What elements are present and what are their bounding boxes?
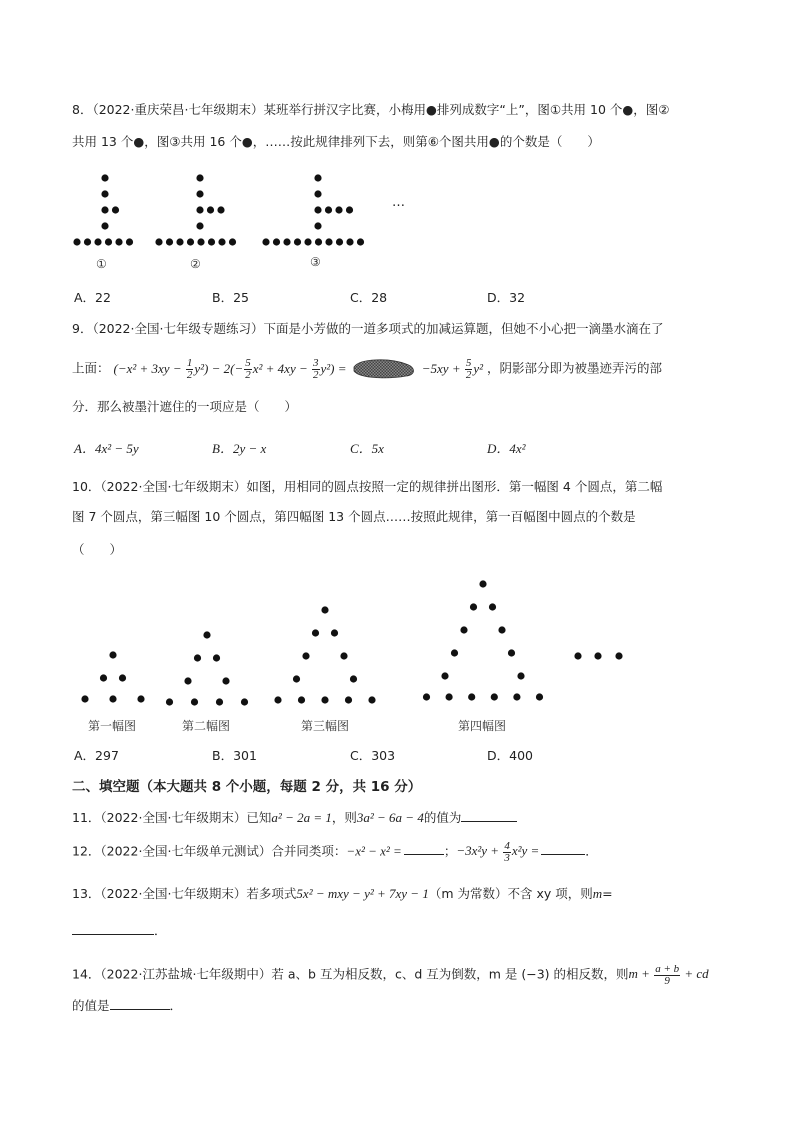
q10-dot (350, 675, 357, 682)
q10-dot (137, 695, 144, 702)
q10-dot (594, 652, 601, 659)
q10-dot (451, 649, 458, 656)
q10-dot (216, 698, 223, 705)
q10-dot (368, 696, 375, 703)
q10-dot (191, 698, 198, 705)
q9-expression-tail: −5xy + $\frac{5}{2}$ y² (421, 357, 484, 382)
q11-suffix: 的值为 (423, 810, 462, 825)
q11-mid: ，则 (331, 810, 357, 825)
q10-dot (479, 580, 486, 587)
q9-option-a: A．4x² − 5y (74, 441, 139, 456)
q11-prefix: 11．（2022·全国·七年级期末）已知 (72, 810, 272, 825)
q13-prefix: 13．（2022·全国·七年级期末）若多项式 (72, 886, 297, 901)
q9-option-d: D．4x² (487, 441, 526, 456)
q10-option-b: B．301 (212, 748, 257, 763)
q9-line1: 9．（2022·全国·七年级专题练习）下面是小芳做的一道多项式的加减运算题，但她不小心把一滴墨水滴在了 (72, 321, 664, 336)
q10-dot (331, 629, 338, 636)
q12: 12．（2022·全国·七年级单元测试）合并同类项：−x² − x² = ；−3x²y + $\frac{4}{3}$ x²y = ． (72, 840, 598, 864)
q8-option-b: B．25 (212, 290, 249, 305)
q10-fig-label-4: 第四幅图 (458, 719, 507, 733)
q10-dot (203, 631, 210, 638)
q10-dot (184, 677, 191, 684)
q9-expression: (−x² + 3xy − $\frac{1}{2}$ y²) − 2(− $\frac{5}{2}$ x² + 4xy − $\frac{3}{2}$ y²) = (113, 357, 350, 382)
q10-dot (293, 675, 300, 682)
q11: 11．（2022·全国·七年级期末）已知a² − 2a = 1，则3a² − 6a − 4的值为 (72, 808, 517, 827)
q10-option-a: A．297 (74, 748, 119, 763)
q14-text1: 14．（2022·江苏盐城·七年级期中）若 a、b 互为相反数，c、d 互为倒数，m 是 (−3) 的相反数，则 (72, 966, 629, 982)
q10-dot (119, 674, 126, 681)
q10-fig-label-3: 第三幅图 (301, 719, 350, 733)
q10-dot (340, 652, 347, 659)
q10-dot (213, 654, 220, 661)
q13: 13．（2022·全国·七年级期末）若多项式5x² − mxy − y² + 7xy − 1（m 为常数）不含 xy 项，则m= (72, 886, 613, 901)
q10-line2: 图 7 个圆点，第三幅图 10 个圆点，第四幅图 13 个圆点……按照此规律，第一百幅图中圆点的个数是 (72, 509, 636, 524)
q10-dot (166, 698, 173, 705)
q12-blank-2[interactable] (541, 841, 585, 855)
q10-dot (508, 649, 515, 656)
q8-option-c: C．28 (350, 290, 388, 305)
q10-line3: （ ） (72, 542, 123, 557)
q10-dot (302, 652, 309, 659)
q10-dot (574, 652, 581, 659)
q10-fig-label-2: 第二幅图 (182, 719, 231, 733)
q12-blank-1[interactable] (404, 841, 444, 855)
q10-dot (109, 651, 116, 658)
q10-dot (222, 677, 229, 684)
q11-blank[interactable] (461, 808, 517, 822)
q9-prefix: 上面： (72, 360, 110, 376)
q10-dot (615, 652, 622, 659)
q8-fig-label-1: ① (96, 257, 107, 271)
q10-option-c: C．303 (350, 748, 396, 763)
q10-dot (489, 603, 496, 610)
q13-blank[interactable] (72, 921, 154, 935)
q8-line2: 共用 13 个●，图③共用 16 个●，……按此规律排列下去，则第⑥个图共用●的个数是（ ） (72, 134, 600, 149)
q14-line2: 的值是 ． (72, 998, 183, 1013)
q10-option-d: D．400 (487, 748, 533, 763)
q10-dot (468, 693, 475, 700)
q8-option-a: A．22 (74, 290, 111, 305)
q10-dot (194, 654, 201, 661)
q10-dot (321, 606, 328, 613)
q10-dot (470, 603, 477, 610)
q10-dot (345, 696, 352, 703)
q13-suffix: = (602, 886, 613, 901)
q14-blank[interactable] (110, 996, 170, 1010)
q10-dot (441, 672, 448, 679)
q10-fig-label-1: 第一幅图 (88, 719, 137, 733)
q10-dot (321, 696, 328, 703)
q10-dot (491, 693, 498, 700)
q10-dot (100, 674, 107, 681)
q9-suffix: ，阴影部分即为被墨迹弄污的部 (487, 360, 663, 376)
q13-line2: ． (72, 921, 167, 940)
q10-line1: 10．（2022·全国·七年级期末）如图，用相同的圆点按照一定的规律拼出图形．第一幅图 4 个圆点，第二幅 (72, 479, 663, 494)
q10-dot (460, 626, 467, 633)
section-title: 二、填空题（本大题共 8 个小题，每题 2 分，共 16 分） (72, 779, 422, 795)
q10-dot (517, 672, 524, 679)
q9-option-b: B．2y − x (212, 441, 267, 456)
q10-dot (298, 696, 305, 703)
q14: 14．（2022·江苏盐城·七年级期中）若 a、b 互为相反数，c、d 互为倒数，m 是 (−3) 的相反数，则m + $\frac{a + b}{9}$ + cd (72, 963, 709, 987)
q9-option-c: C．5x (350, 441, 384, 456)
q8-ellipsis: … (392, 195, 405, 210)
q8-line1: 8．（2022·重庆荣昌·七年级期末）某班举行拼汉字比赛，小梅用●排列成数字“上”，图①共用 10 个●，图② (72, 102, 670, 117)
q10-dot (446, 693, 453, 700)
q10-dot (312, 629, 319, 636)
q8-fig-label-3: ③ (310, 255, 321, 269)
q14-text2: 的值是 (72, 998, 110, 1013)
q12-prefix: 12．（2022·全国·七年级单元测试）合并同类项： (72, 843, 347, 859)
q8-fig-label-2: ② (190, 257, 201, 271)
q10-dot (513, 693, 520, 700)
q10-dot (241, 698, 248, 705)
q10-dot (109, 695, 116, 702)
q10-dot (536, 693, 543, 700)
q10-dot (423, 693, 430, 700)
q8-option-d: D．32 (487, 290, 526, 305)
q10-dot (498, 626, 505, 633)
q9-line3: 分．那么被墨汁遮住的一项应是（ ） (72, 399, 298, 414)
q10-dot (274, 696, 281, 703)
q13-mid: （m 为常数）不含 xy 项，则 (428, 886, 593, 901)
q10-dot (81, 695, 88, 702)
